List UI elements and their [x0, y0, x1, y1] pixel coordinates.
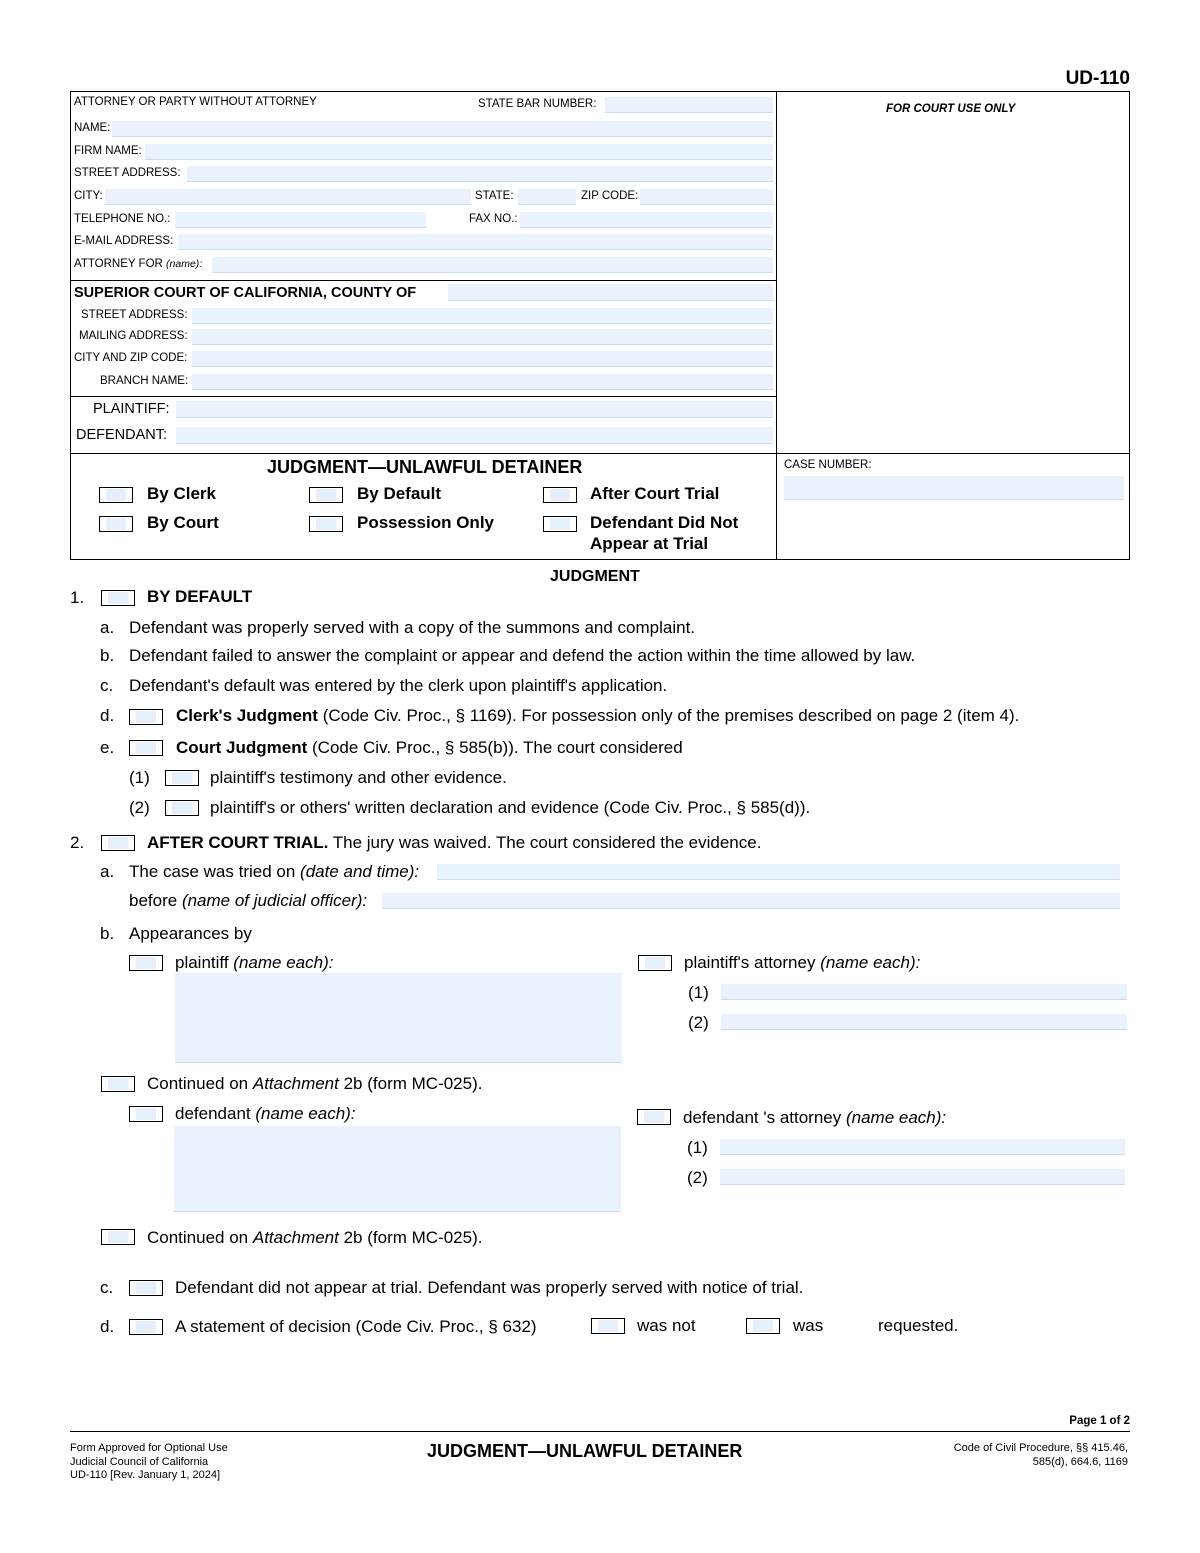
- defendant-attorney-1-key: (1): [687, 1138, 708, 1157]
- footer-rule: [70, 1431, 1130, 1432]
- court-branch-label: BRANCH NAME:: [100, 375, 189, 387]
- page-number: Page 1 of 2: [1069, 1415, 1130, 1427]
- plaintiff-appearance-label: plaintiff (name each):: [175, 953, 334, 972]
- was-checkbox[interactable]: [746, 1318, 780, 1334]
- testimony-checkbox[interactable]: [165, 770, 199, 786]
- before-text: before (name of judicial officer):: [129, 891, 368, 910]
- firm-label: FIRM NAME:: [74, 145, 142, 157]
- plaintiff-attorney-1-key: (1): [688, 983, 709, 1002]
- defendant-appearance-checkbox[interactable]: [129, 1106, 163, 1122]
- footer-title: JUDGMENT—UNLAWFUL DETAINER: [427, 1441, 743, 1461]
- item2d-key: d.: [100, 1317, 115, 1336]
- defendant-attorney-2-field[interactable]: [720, 1169, 1125, 1185]
- footer-left: Form Approved for Optional Use Judicial Council of California UD-110 [Rev. January 1, 2024]: [70, 1442, 228, 1481]
- court-judgment-checkbox[interactable]: [129, 740, 163, 756]
- street-field[interactable]: [187, 166, 773, 182]
- did-not-appear-trial-checkbox[interactable]: [129, 1280, 163, 1296]
- plaintiff-label: PLAINTIFF:: [93, 401, 170, 417]
- defendant-attorney-checkbox[interactable]: [637, 1109, 671, 1125]
- court-street-label: STREET ADDRESS:: [81, 309, 188, 321]
- email-field[interactable]: [178, 234, 773, 250]
- did-not-appear-label-1: Defendant Did Not: [590, 513, 739, 532]
- possession-only-label: Possession Only: [357, 513, 494, 532]
- plaintiff-continued-text: Continued on Attachment 2b (form MC-025).: [147, 1074, 483, 1093]
- did-not-appear-checkbox[interactable]: [543, 516, 577, 532]
- item2d-text: A statement of decision (Code Civ. Proc., § 632): [175, 1317, 537, 1336]
- fax-label: FAX NO.:: [469, 213, 518, 225]
- court-mailing-label: MAILING ADDRESS:: [79, 330, 188, 342]
- item1c-key: c.: [100, 676, 114, 695]
- plaintiff-attorney-2-field[interactable]: [721, 1014, 1127, 1030]
- attorney-heading: ATTORNEY OR PARTY WITHOUT ATTORNEY: [74, 96, 317, 108]
- possession-only-checkbox[interactable]: [309, 516, 343, 532]
- item1e2-text: plaintiff's or others' written declaration and evidence (Code Civ. Proc., § 585(d)).: [210, 798, 811, 817]
- written-declaration-checkbox[interactable]: [165, 800, 199, 816]
- by-default-checkbox[interactable]: [309, 487, 343, 503]
- firm-field[interactable]: [145, 144, 773, 160]
- item1e2-key: (2): [129, 798, 150, 817]
- item1d-text: Clerk's Judgment (Code Civ. Proc., § 1169). For possession only of the premises described on page 2 (item 4).: [176, 706, 1020, 725]
- name-field[interactable]: [112, 121, 773, 137]
- was-not-label: was not: [637, 1316, 696, 1335]
- item1c-text: Defendant's default was entered by the clerk upon plaintiff's application.: [129, 676, 668, 695]
- city-label: CITY:: [74, 190, 103, 202]
- court-use-label: FOR COURT USE ONLY: [886, 103, 1016, 115]
- was-not-checkbox[interactable]: [591, 1318, 625, 1334]
- plaintiff-attorney-label: plaintiff's attorney (name each):: [684, 953, 921, 972]
- after-trial-checkbox[interactable]: [543, 487, 577, 503]
- defendant-continued-checkbox[interactable]: [101, 1229, 135, 1245]
- by-clerk-checkbox[interactable]: [99, 487, 133, 503]
- title-box-title: JUDGMENT—UNLAWFUL DETAINER: [267, 457, 583, 477]
- form-id: UD-110: [1065, 68, 1130, 89]
- plaintiff-appearance-checkbox[interactable]: [129, 955, 163, 971]
- state-label: STATE:: [475, 190, 514, 202]
- phone-field[interactable]: [175, 212, 426, 228]
- street-label: STREET ADDRESS:: [74, 167, 181, 179]
- defendant-names-field[interactable]: [174, 1126, 621, 1212]
- did-not-appear-label-2: Appear at Trial: [590, 534, 709, 553]
- statement-decision-checkbox[interactable]: [129, 1319, 163, 1335]
- email-label: E-MAIL ADDRESS:: [74, 235, 174, 247]
- city-field[interactable]: [105, 189, 471, 205]
- zip-label: ZIP CODE:: [581, 190, 639, 202]
- case-number-label: CASE NUMBER:: [784, 459, 872, 471]
- plaintiff-attorney-2-key: (2): [688, 1013, 709, 1032]
- item2a-text: The case was tried on (date and time):: [129, 862, 420, 881]
- item2c-key: c.: [100, 1278, 114, 1297]
- item2-checkbox[interactable]: [101, 835, 135, 851]
- by-clerk-label: By Clerk: [147, 484, 216, 503]
- by-court-label: By Court: [147, 513, 219, 532]
- state-bar-label: STATE BAR NUMBER:: [478, 98, 597, 110]
- item1-checkbox[interactable]: [101, 590, 135, 606]
- court-city-zip-field[interactable]: [192, 351, 773, 367]
- item2a-key: a.: [100, 862, 115, 881]
- defendant-attorney-label: defendant 's attorney (name each):: [683, 1108, 947, 1127]
- plaintiff-continued-checkbox[interactable]: [101, 1076, 135, 1092]
- plaintiff-attorney-1-field[interactable]: [721, 984, 1127, 1000]
- item2-number: 2.: [70, 833, 85, 852]
- plaintiff-attorney-checkbox[interactable]: [638, 955, 672, 971]
- item2b-text: Appearances by: [129, 924, 252, 943]
- item1e-text: Court Judgment (Code Civ. Proc., § 585(b)). The court considered: [176, 738, 683, 757]
- by-default-label: By Default: [357, 484, 442, 503]
- trial-date-field[interactable]: [437, 864, 1120, 880]
- plaintiff-names-field[interactable]: [175, 973, 622, 1063]
- item1b-text: Defendant failed to answer the complaint or appear and defend the action within the time allowed by law.: [129, 646, 916, 665]
- defendant-appearance-label: defendant (name each):: [175, 1104, 356, 1123]
- court-heading: SUPERIOR COURT OF CALIFORNIA, COUNTY OF: [74, 285, 417, 301]
- item1e-key: e.: [100, 738, 115, 757]
- state-bar-field[interactable]: [605, 97, 773, 113]
- state-field[interactable]: [518, 189, 576, 205]
- item1a-text: Defendant was properly served with a copy of the summons and complaint.: [129, 618, 696, 637]
- item2b-key: b.: [100, 924, 115, 943]
- item2c-text: Defendant did not appear at trial. Defendant was properly served with notice of trial.: [175, 1278, 804, 1297]
- court-branch-field[interactable]: [192, 374, 773, 390]
- judicial-officer-field[interactable]: [382, 893, 1120, 909]
- attorney-for-field[interactable]: [212, 257, 773, 273]
- requested-label: requested.: [878, 1316, 959, 1335]
- plaintiff-field[interactable]: [176, 401, 773, 418]
- phone-label: TELEPHONE NO.:: [74, 213, 171, 225]
- item1d-key: d.: [100, 706, 115, 725]
- judgment-heading: JUDGMENT: [550, 568, 640, 585]
- defendant-label: DEFENDANT:: [76, 427, 168, 443]
- fax-field[interactable]: [520, 212, 773, 228]
- case-number-field[interactable]: [784, 476, 1124, 500]
- name-label: NAME:: [74, 122, 111, 134]
- defendant-attorney-1-field[interactable]: [720, 1139, 1125, 1155]
- court-street-field[interactable]: [192, 308, 773, 324]
- item1-title: BY DEFAULT: [147, 587, 253, 606]
- court-mailing-field[interactable]: [192, 329, 773, 345]
- attorney-for-label: ATTORNEY FOR (name):: [74, 258, 203, 270]
- clerks-judgment-checkbox[interactable]: [129, 709, 163, 725]
- after-trial-label: After Court Trial: [590, 484, 720, 503]
- zip-field[interactable]: [640, 189, 773, 205]
- item1b-key: b.: [100, 646, 115, 665]
- defendant-field[interactable]: [176, 427, 773, 444]
- by-court-checkbox[interactable]: [99, 516, 133, 532]
- item1e1-key: (1): [129, 768, 150, 787]
- court-city-zip-label: CITY AND ZIP CODE:: [74, 352, 188, 364]
- was-label: was: [793, 1316, 824, 1335]
- item1-number: 1.: [70, 588, 85, 607]
- defendant-attorney-2-key: (2): [687, 1168, 708, 1187]
- item2-title: AFTER COURT TRIAL. The jury was waived. The court considered the evidence.: [147, 833, 762, 852]
- item1e1-text: plaintiff's testimony and other evidence.: [210, 768, 507, 787]
- footer-right: Code of Civil Procedure, §§ 415.46, 585(d), 664.6, 1169: [953, 1442, 1128, 1468]
- item1a-key: a.: [100, 618, 115, 637]
- county-field[interactable]: [448, 284, 773, 301]
- defendant-continued-text: Continued on Attachment 2b (form MC-025).: [147, 1228, 483, 1247]
